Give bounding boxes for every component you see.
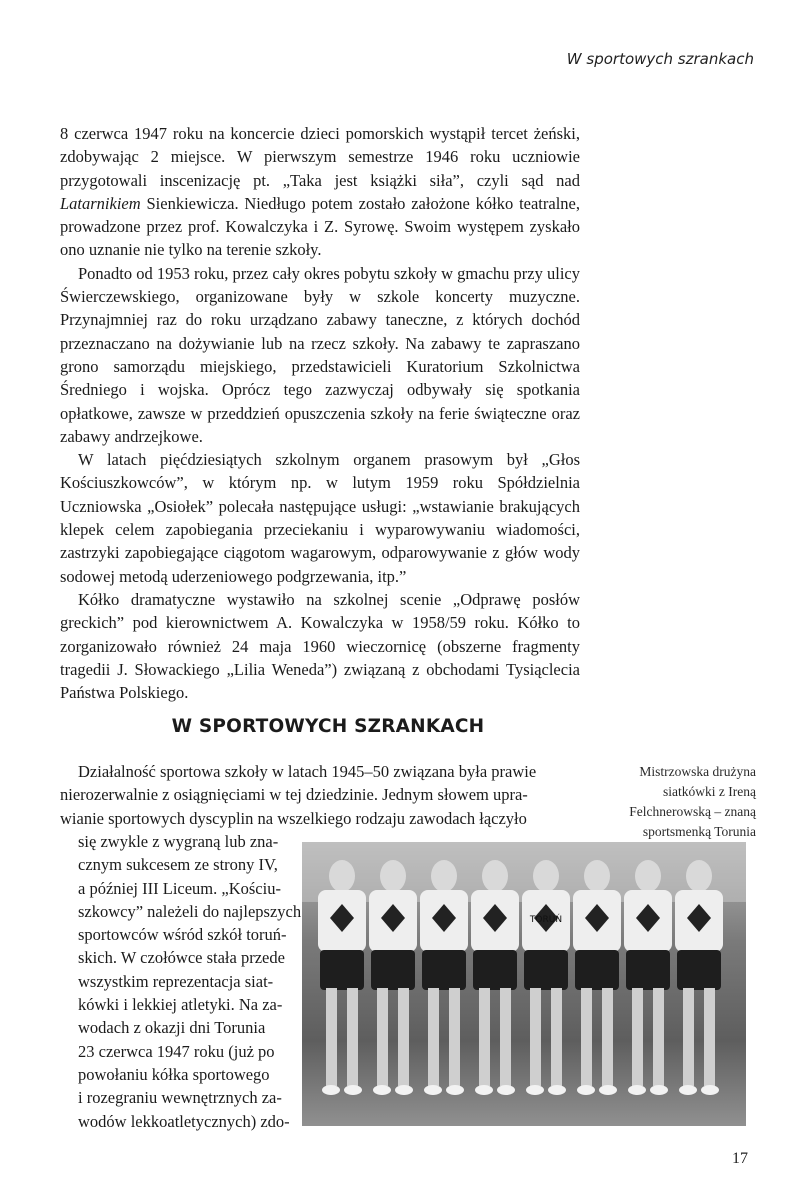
player-shoe xyxy=(446,1085,464,1095)
player-shoe xyxy=(322,1085,340,1095)
player-leg xyxy=(326,988,337,1086)
player-head xyxy=(686,860,712,892)
player-head xyxy=(635,860,661,892)
italic-title: Latarnikiem xyxy=(60,193,141,213)
player-shorts xyxy=(677,950,721,990)
paragraph xyxy=(60,448,580,588)
section-line: wianie sportowych dyscyplin na wszelkiego rodzaju zawodach łączyło xyxy=(60,808,527,828)
section-line: cznym sukcesem ze strony IV, xyxy=(78,855,278,875)
player-head xyxy=(431,860,457,892)
section-line: wszystkim reprezentacja siat- xyxy=(78,971,274,991)
player-leg xyxy=(428,988,439,1086)
team-photo-drawing xyxy=(302,842,746,1126)
player-head xyxy=(380,860,406,892)
player-leg xyxy=(347,988,358,1086)
player-shorts xyxy=(320,950,364,990)
section-line: się zwykle z wygraną lub zna- xyxy=(78,832,279,851)
page-number: 17 xyxy=(732,1150,748,1167)
paragraph-text: Kółko dramatyczne wystawiło na szkolnej scenie „Odprawę posłów greckich” pod kierownictwem A. Kowalczyka w 1958/59 roku. Kółko to zorganizowało również 24 maja 1960 wieczornicę (obszerne fragmenty tragedii J. Słowackiego „Lilia Weneda”) związaną z obchodami Tysiąclecia Państwa Polskiego. xyxy=(60,589,580,703)
body-text xyxy=(60,122,580,704)
paragraph-text: Sienkiewicza. Niedługo potem zostało założone kółko teatralne, prowadzone przez prof. Kowalczyka i Z. Syrowę. Swoim występem zyskało ono uznanie nie tylko na terenie szkoły. xyxy=(60,193,580,260)
paragraph-text: W latach pięćdziesiątych szkolnym organem prasowym był „Głos Kościuszkowców”, w którym np. w lutym 1959 roku Spółdzielnia Uczniowska „Osiołek” polecała następujące usługi: „wstawianie brakujących klepek celem zapobiegania przeciekaniu i wyparowywaniu wiadomości, zastrzyki zapobiegające ciągotom wagarowym, odparowywanie z głów wody sodowej metodą uderzeniowego podgrzewania, itp.” xyxy=(60,450,580,586)
paragraph xyxy=(60,262,580,448)
paragraph xyxy=(60,122,580,262)
section-line: sportowców wśród szkół toruń- xyxy=(78,925,287,945)
player-shoe xyxy=(424,1085,442,1095)
section-heading: W SPORTOWYCH SZRANKACH xyxy=(171,716,485,737)
player-head xyxy=(482,860,508,892)
player-head xyxy=(584,860,610,892)
player-leg xyxy=(551,988,562,1086)
player-leg xyxy=(683,988,694,1086)
player-shorts xyxy=(524,950,568,990)
player-shorts xyxy=(422,950,466,990)
player-shoe xyxy=(701,1085,719,1095)
player-shoe xyxy=(395,1085,413,1095)
wrapped-text-column xyxy=(78,830,303,1133)
section-line: Działalność sportowa szkoły w latach 1945–50 związana była prawie xyxy=(78,762,537,781)
player-shoe xyxy=(497,1085,515,1095)
player-shorts xyxy=(575,950,619,990)
running-header: W sportowych szrankach xyxy=(566,50,754,68)
player-shorts xyxy=(371,950,415,990)
player-leg xyxy=(500,988,511,1086)
player-leg xyxy=(449,988,460,1086)
paragraph xyxy=(60,588,580,704)
player-shoe xyxy=(475,1085,493,1095)
section-line: wodach z okazji dni Torunia xyxy=(78,1018,266,1038)
section-text xyxy=(60,760,586,1131)
section-line: skich. W czołówce stała przede xyxy=(78,948,285,968)
player-head xyxy=(533,860,559,892)
player-leg xyxy=(653,988,664,1086)
player-shorts xyxy=(626,950,670,990)
player-shoe xyxy=(650,1085,668,1095)
player-shoe xyxy=(599,1085,617,1095)
player-leg xyxy=(632,988,643,1086)
section-line: 23 czerwca 1947 roku (już po xyxy=(78,1041,275,1061)
player-shoe xyxy=(344,1085,362,1095)
photo-caption: Mistrzowska drużyna siatkówki z Ireną Felchnerowską – znaną sportsmenką Torunia xyxy=(629,764,756,839)
section-line: a później III Liceum. „Kościu- xyxy=(78,878,281,898)
player-shorts xyxy=(473,950,517,990)
shirt-text: TORUŃ xyxy=(529,915,563,925)
player-shoe xyxy=(548,1085,566,1095)
player-shoe xyxy=(679,1085,697,1095)
player-shoe xyxy=(526,1085,544,1095)
player-head xyxy=(329,860,355,892)
section-line: wodów lekkoatletycznych) zdo- xyxy=(78,1111,290,1131)
section-line: kówki i lekkiej atletyki. Na za- xyxy=(78,995,283,1015)
player-leg xyxy=(398,988,409,1086)
player-leg xyxy=(602,988,613,1086)
player-leg xyxy=(377,988,388,1086)
team-photo xyxy=(302,842,746,1126)
player-leg xyxy=(704,988,715,1086)
paragraph-text: Ponadto od 1953 roku, przez cały okres pobytu szkoły w gmachu przy ulicy Świerczewskiego, organizowane były w szkole koncerty muzyczne. Przynajmniej raz do roku urządzano zabawy taneczne, z których dochód przeznaczano na dożywianie lub na rzecz szkoły. Na zabawy te zapraszano grono samorządu miejskiego, przedstawicieli Kuratorium Szkolnictwa Średniego i wojska. Oprócz tego zazwyczaj odbywały się spotkania opłatkowe, zawsze w przeddzień opuszczenia szkoły na ferie świąteczne oraz zabawy andrzejkowe. xyxy=(60,263,580,446)
section-line: nierozerwalnie z osiągnięciami w tej dziedzinie. Jednym słowem upra- xyxy=(60,785,528,805)
player-shoe xyxy=(373,1085,391,1095)
player-shoe xyxy=(577,1085,595,1095)
player-shoe xyxy=(628,1085,646,1095)
section-line: powołaniu kółka sportowego xyxy=(78,1064,270,1084)
player-leg xyxy=(479,988,490,1086)
section-line: szkowcy” należeli do najlepszych xyxy=(78,901,302,921)
player-leg xyxy=(581,988,592,1086)
section-line: i rozegraniu wewnętrznych za- xyxy=(78,1088,282,1108)
paragraph-text: 8 czerwca 1947 roku na koncercie dzieci pomorskich wystąpił tercet żeński, zdobywając 2 miejsce. W pierwszym semestrze 1946 roku uczniowie przygotowali inscenizację pt. „Taka jest książki siła”, czyli sąd nad xyxy=(60,124,580,190)
player-leg xyxy=(530,988,541,1086)
